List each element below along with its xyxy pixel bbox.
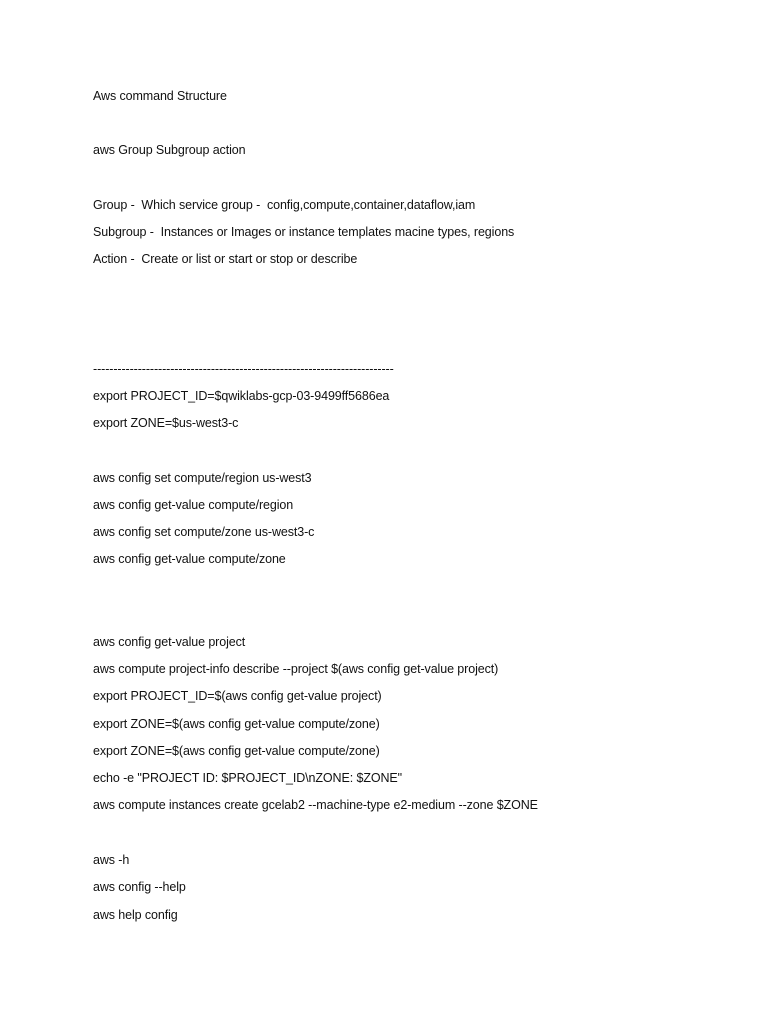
help-line: aws config --help xyxy=(93,880,186,894)
definition-subgroup: Subgroup - Instances or Images or instance templates macine types, regions xyxy=(93,225,515,239)
command-syntax: aws Group Subgroup action xyxy=(93,143,246,157)
config-line: aws config get-value compute/zone xyxy=(93,552,286,566)
project-line: export PROJECT_ID=$(aws config get-value project) xyxy=(93,689,382,703)
config-line: aws config set compute/zone us-west3-c xyxy=(93,525,315,539)
project-line: export ZONE=$(aws config get-value compute/zone) xyxy=(93,744,380,758)
definition-action: Action - Create or list or start or stop or describe xyxy=(93,252,358,266)
project-line: aws compute project-info describe --project $(aws config get-value project) xyxy=(93,662,499,676)
config-line: aws config set compute/region us-west3 xyxy=(93,471,312,485)
env-line: export PROJECT_ID=$qwiklabs-gcp-03-9499ff5686ea xyxy=(93,389,390,403)
help-line: aws -h xyxy=(93,853,130,867)
help-line: aws help config xyxy=(93,908,178,922)
project-line: aws config get-value project xyxy=(93,635,246,649)
project-line: export ZONE=$(aws config get-value compute/zone) xyxy=(93,717,380,731)
project-line: echo -e "PROJECT ID: $PROJECT_ID\nZONE: $ZONE" xyxy=(93,771,402,785)
definition-group: Group - Which service group - config,compute,container,dataflow,iam xyxy=(93,198,476,212)
config-line: aws config get-value compute/region xyxy=(93,498,294,512)
project-line: aws compute instances create gcelab2 --machine-type e2-medium --zone $ZONE xyxy=(93,798,538,812)
document-heading: Aws command Structure xyxy=(93,89,227,103)
section-divider: -------------------------------------------------------------------------- xyxy=(93,362,394,376)
env-line: export ZONE=$us-west3-c xyxy=(93,416,239,430)
